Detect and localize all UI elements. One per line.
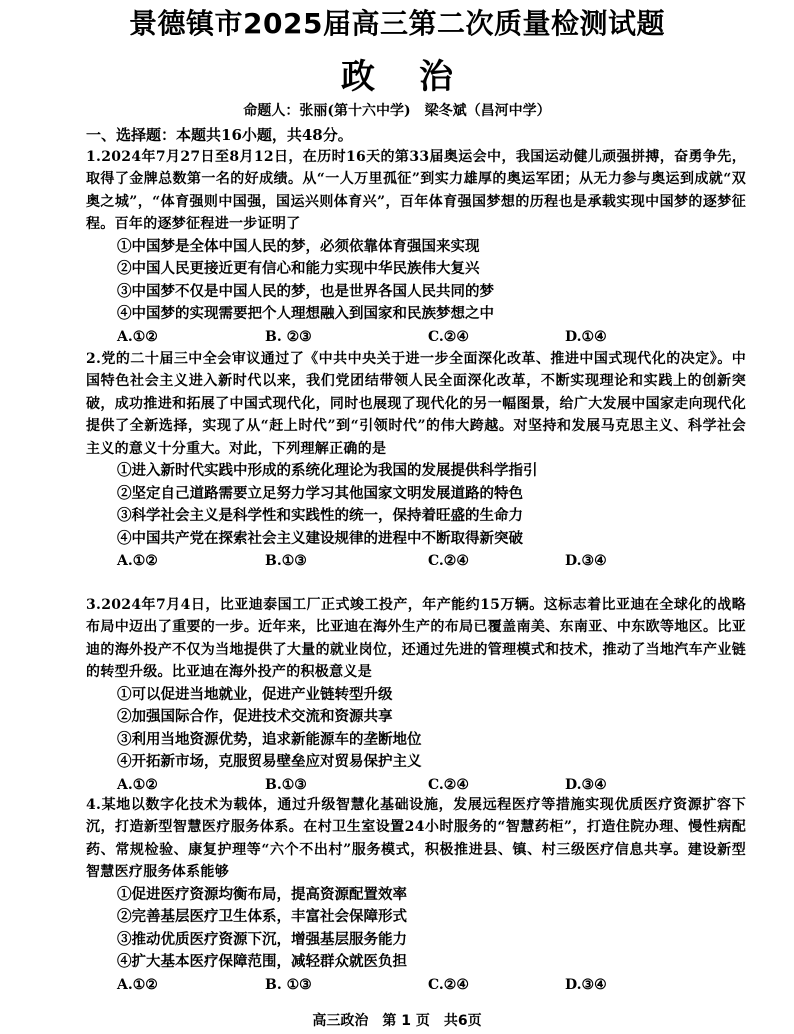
choice-b[interactable]: B. ②③: [265, 329, 312, 345]
choice-a[interactable]: A.①②: [117, 977, 158, 993]
choice-c[interactable]: C.②④: [428, 777, 469, 793]
option-4: ④中国共产党在探索社会主义建设规律的进程中不断取得新突破: [117, 529, 523, 547]
question-2: [86, 348, 746, 572]
choice-d[interactable]: D.③④: [565, 777, 607, 793]
page-footer: 高三政治 第 1 页 共6页: [312, 1013, 482, 1029]
option-3: ③科学社会主义是科学性和实践性的统一，保持着旺盛的生命力: [117, 507, 523, 525]
choice-a[interactable]: A.①②: [117, 777, 158, 793]
option-1: ①中国梦是全体中国人民的梦，必须依靠体育强国来实现: [117, 237, 480, 255]
option-3: ③中国梦不仅是中国人民的梦，也是世界各国人民共同的梦: [117, 282, 494, 300]
option-2: ②完善基层医疗卫生体系，丰富社会保障形式: [117, 908, 407, 926]
question-stem: 4.某地以数字化技术为载体，通过升级智慧化基础设施，发展远程医疗等措施实现优质医疗资源扩容下沉，打造新型智慧医疗服务体系。在村卫生室设置24小时服务的“智慧药柜”，打造住院办理、慢性病配药、常规检验、康复护理等“六个不出村”服务模式，积极推进县、镇、村三级医疗信息共享。建设新型智慧医疗服务体系能够: [86, 797, 746, 881]
choice-b[interactable]: B. ①③: [265, 977, 312, 993]
choice-b[interactable]: B.①③: [265, 553, 307, 570]
answer-choices: [86, 550, 746, 572]
exam-title: 景德镇市2025届高三第二次质量检测试题: [129, 7, 665, 40]
question-stem: 2.党的二十届三中全会审议通过了《中共中央关于进一步全面深化改革、推进中国式现代化的决定》。中国特色社会主义进入新时代以来，我们党团结带领人民全面深化改革，不断实现理论和实践上的创新突破，成功推进和拓展了中国式现代化，同时也展现了现代化的另一幅图景，给广大发展中国家走向现代化提供了全新选择，实现了从“赶上时代”到“引领时代”的伟大跨越。对坚持和发展马克思主义、科学社会主义的意义十分重大。对此，下列理解正确的是: [86, 351, 746, 457]
choice-c[interactable]: C.②④: [428, 329, 469, 345]
question-stem: 1.2024年7月27日至8月12日，在历时16天的第33届奥运会中，我国运动健儿顽强拼搏，奋勇争先，取得了金牌总数第一名的好成绩。从“一人万里孤征”到实力雄厚的奥运军团；从无力参与奥运到成就“双奥之城”，“体育强则中国强，国运兴则体育兴”，百年体育强国梦想的历程也是承载实现中国梦的逐梦征程。百年的逐梦征程进一步证明了: [86, 149, 746, 233]
choice-a[interactable]: A.①②: [117, 553, 158, 570]
option-2: ②加强国际合作，促进技术交流和资源共享: [117, 708, 393, 726]
option-2: ②坚定自己道路需要立足努力学习其他国家文明发展道路的特色: [117, 484, 523, 502]
option-2: ②中国人民更接近更有信心和能力实现中华民族伟大复兴: [117, 260, 480, 278]
answer-choices: [86, 326, 746, 348]
choice-c[interactable]: C.②④: [428, 977, 469, 993]
option-4: ④开拓新市场，克服贸易壁垒应对贸易保护主义: [117, 753, 422, 771]
choice-a[interactable]: A.①②: [117, 329, 158, 345]
subject-title: 政治: [341, 57, 497, 97]
option-1: ①进入新时代实践中形成的系统化理论为我国的发展提供科学指引: [117, 462, 538, 480]
choice-b[interactable]: B.①③: [265, 777, 307, 793]
option-3: ③利用当地资源优势，追求新能源车的垄断地位: [117, 730, 422, 748]
choice-d[interactable]: D.①④: [565, 329, 607, 345]
question-stem: 3.2024年7月4日，比亚迪泰国工厂正式竣工投产，年产能约15万辆。这标志着比亚迪在全球化的战略布局中迈出了重要的一步。近年来，比亚迪在海外生产的布局已覆盖南美、东南亚、中东欧等地区。比亚迪的海外投产不仅为当地提供了大量的就业岗位，还通过先进的管理模式和技术，推动了当地汽车产业链的转型升级。比亚迪在海外投产的积极意义是: [86, 597, 746, 681]
option-1: ①促进医疗资源均衡布局，提高资源配置效率: [117, 885, 407, 903]
option-3: ③推动优质医疗资源下沉，增强基层服务能力: [117, 930, 407, 948]
authors-line: 命题人：张丽(第十六中学) 梁冬斌（昌河中学）: [243, 103, 551, 119]
question-1: [86, 146, 746, 348]
option-4: ④中国梦的实现需要把个人理想融入到国家和民族梦想之中: [117, 305, 494, 323]
answer-choices: [86, 774, 746, 796]
section-heading: 一、选择题：本题共16小题，共48分。: [86, 126, 353, 144]
choice-c[interactable]: C.②④: [428, 553, 469, 570]
choice-d[interactable]: D.③④: [565, 553, 607, 570]
question-4: [86, 794, 746, 996]
choice-d[interactable]: D.③④: [565, 977, 607, 993]
question-3: [86, 594, 746, 796]
option-1: ①可以促进当地就业，促进产业链转型升级: [117, 685, 393, 703]
option-4: ④扩大基本医疗保障范围，减轻群众就医负担: [117, 953, 407, 971]
answer-choices: [86, 974, 746, 996]
